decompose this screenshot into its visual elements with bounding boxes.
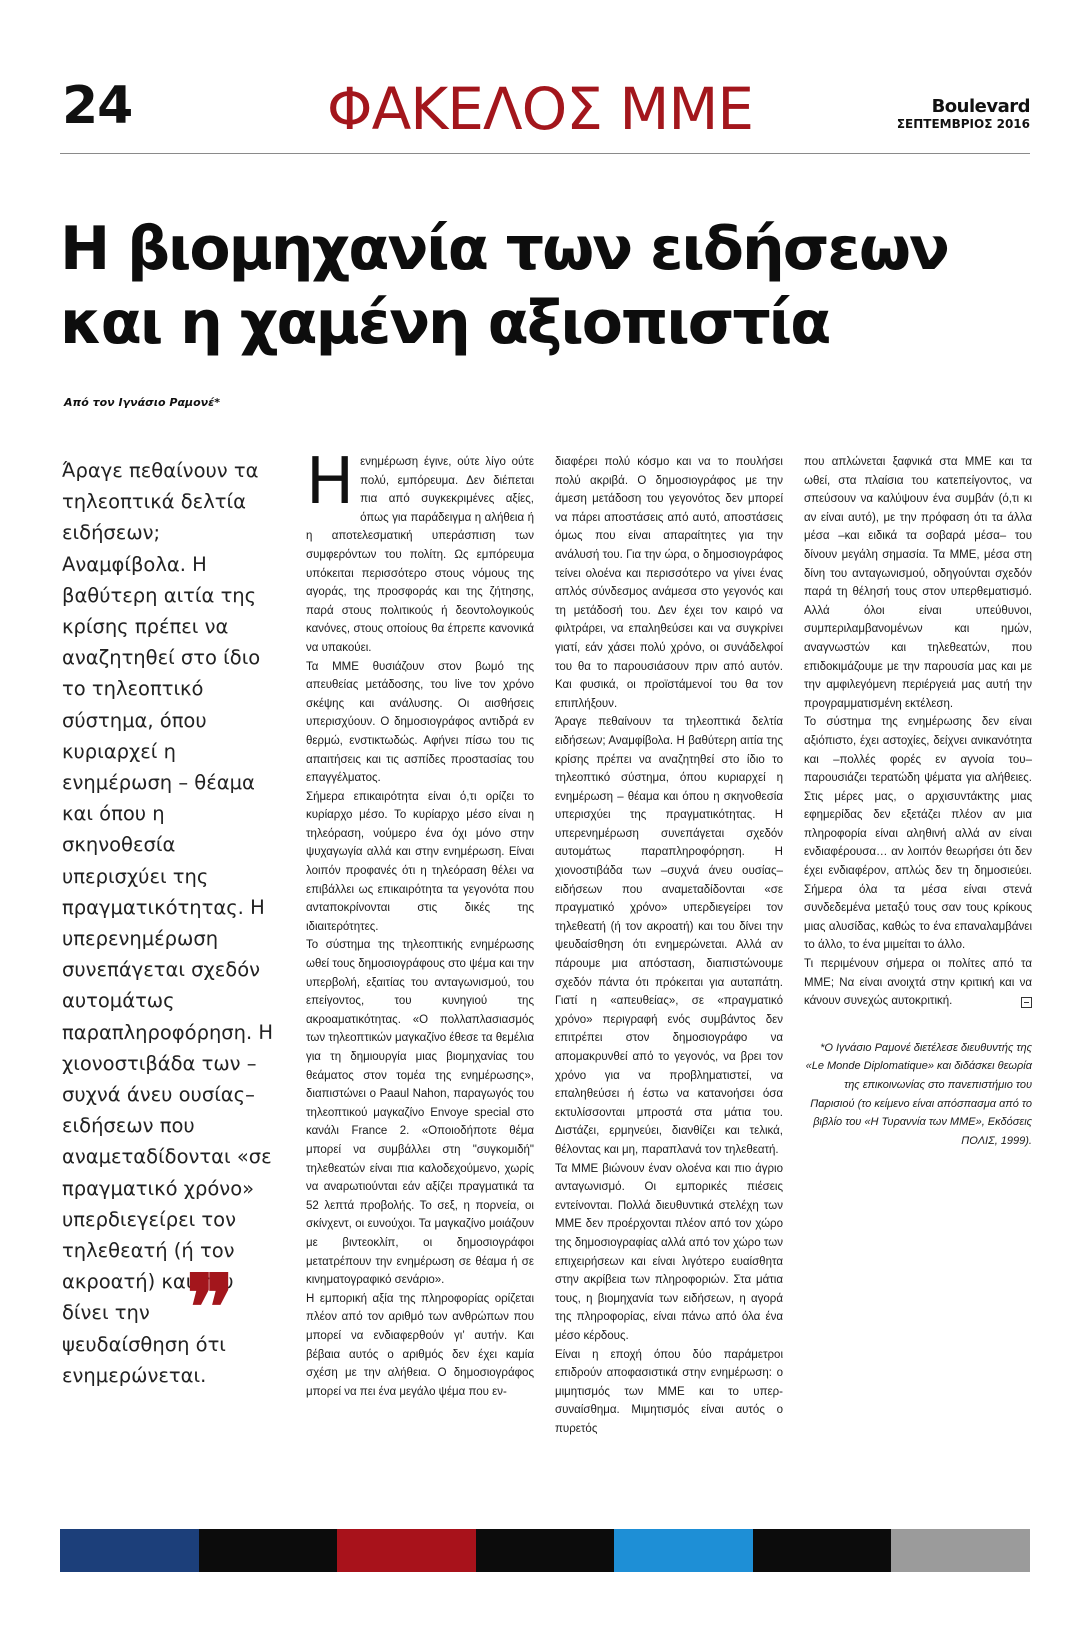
byline: Από τον Ιγνάσιο Ραμονέ* [64,396,221,409]
paragraph: Ηενημέρωση έγινε, ούτε λίγο ούτε πολύ, εμπόρευμα. Δεν διέπεται πια από συγκεκριμένες αξίες, όπως για παράδειγμα η αλήθεια ή η αποτελεσματική υπεράσπιση των συμφερόντων του πολίτη. Ως εμπόρευμα υπόκειται περισσότερο στους νόμους της αγοράς, της προσφοράς και της ζήτησης, παρά στους πολιτικούς ή δεοντολογικούς κανόνες, στους οποίους θα έπρεπε κανονικά να υπακούει. [306,445,534,654]
footer-stripe [60,1529,199,1572]
issue-date: ΣΕΠΤΕΜΒΡΙΟΣ 2016 [896,117,1030,131]
paragraph: Τα ΜΜΕ θυσιάζουν στον βωμό της απευθείας μετάδοσης, του live τον χρόνο σκέψης και ανάλυσης. Οι αισθήσεις υπερισχύουν. Ο δημοσιογράφος αντιδρά εν θερμώ, ενστικτωδώς. Αφήνει πίσω του τις απαιτήσεις και τις ασπίδες προστασίας του επαγγέλματος. [306,660,534,785]
quote-mark-icon: ❞ [186,1255,235,1361]
paragraph: που απλώνεται ξαφνικά στα ΜΜΕ και τα ωθεί, στα πλαίσια του κατεπείγοντος, να σπεύσουν να καλύψουν ένα συμβάν (ό,τι κι αν είναι αυτό), με την πρόφαση ότι τα άλλα μέσα –και ειδικά τα σοβαρά μέσα– του δίνουν μεγάλη σημασία. Τα ΜΜΕ, μέσα στη δίνη του ανταγωνισμού, οδηγούνται σχεδόν παρά τη θέλησή τους στον υπερθεματισμό. Αλλά όλοι είναι υπεύθυνοι, συμπεριλαμβανομένων και ημών, αναγνωστών και τηλεθεατών, που επιδοκιμάζουμε με την παρουσία μας και με την αμφιλεγόμενη περιέργειά μας αυτή την προγραμματισμένη εκτέλεση. [804,456,1032,710]
article-column-3 [804,453,1032,1150]
paragraph: Τι περιμένουν σήμερα οι πολίτες από τα ΜΜΕ; Να είναι ανοιχτά στην κριτική και να κάνουν συνεχώς αυτοκριτική. [804,958,1032,1008]
paragraph: Σήμερα επικαιρότητα είναι ό,τι ορίζει το κυρίαρχο μέσο. Το κυρίαρχο μέσο είναι η τηλεόραση, νούμερο ένα όχι μόνο στην ψυχαγωγία αλλά και στην ενημέρωση. Είναι λοιπόν προφανές ότι η τηλεόραση θέλει να επιβάλλει ως επικαιρότητα τα γεγονότα που ανταποκρίνονται στις δικές της ιδιαιτερότητες. [306,790,534,933]
paragraph: Το σύστημα της τηλεοπτικής ενημέρωσης ωθεί τους δημοσιογράφους στο ψέμα και την υπερβολή, εξαιτίας του ανταγωνισμού, του επείγοντος, του κυνηγιού της ακροαματικότητας. «Ο πολλαπλασιασμός των τηλεοπτικών μαγκαζίνο έθεσε τα θεμέλια για τη δημιουργία μιας βιομηχανίας του θεάματος στον τομέα της ενημέρωσης», διαπιστώνει ο Paaul Nahon, παραγωγός του τηλεοπτικού μαγκαζίνο Envoye special στο κανάλι France 2. «Οποιοδήποτε θέμα μπορεί να συμβάλλει στη "συγκομιδή" τηλεθεατών είναι πια καλοδεχούμενο, χωρίς να αναρωτιούνται εάν αξίζει πραγματικά τα 52 λεπτά προβολής. Το σεξ, η πορνεία, οι σκίνχεντ, οι ευνούχοι. Τα μαγκαζίνο μοιάζουν με βιντεοκλίπ, οι δημοσιογράφοι μετατρέπουν την ενημέρωση σε θέαμα ή σε κινηματογραφικό σενάριο». [306,939,534,1287]
paragraph: Το σύστημα της ενημέρωσης δεν είναι αξιόπιστο, έχει αστοχίες, δείχνει ανικανότητα και –πολλές φορές εν αγνοία του– παρουσιάζει τερατώδη ψέματα για αλήθειες. Στις μέρες μας, ο αρχισυντάκτης μιας εφημερίδας δεν εξετάζει πλέον αν μια πληροφορία είναι αληθινή αλλά αν είναι ενδιαφέρουσα… αν λοιπόν θεωρήσει ότι δεν έχει ενδιαφέρον, απλώς δεν τη δημοσιεύει. Σήμερα όλα τα μέσα είναι στενά συνδεδεμένα μεταξύ τους σαν τους κρίκους μιας αλυσίδας, καθώς το ένα επαναλαμβάνει το άλλο, το ένα μιμείται το άλλο. [804,716,1032,952]
footer-stripe [753,1529,892,1572]
paragraph: Είναι η εποχή όπου δύο παράμετροι επιδρούν αποφασιστικά στην ενημέρωση: ο μιμητισμός των ΜΜΕ και το υπερ-συναίσθημα. Μιμητισμός είναι αυτός ο πυρετός [555,1348,783,1435]
footer-stripe [614,1529,753,1572]
footer-stripe [337,1529,476,1572]
article-column-1 [306,445,534,1401]
paragraph: Τα ΜΜΕ βιώνουν έναν ολοένα και πιο άγριο ανταγωνισμό. Οι εμπορικές πιέσεις εντείνονται. Πολλά διευθυντικά στελέχη των ΜΜΕ δεν προέρχονται πλέον από τον χώρο της δημοσιογραφίας αλλά από τον χώρο των επιχειρήσεων και είναι λιγότερο ευαίσθητα στην ακρίβεια των πληροφοριών. Στα μάτια τους, η βιομηχανία των ειδήσεων, η αγορά της πληροφορίας, είναι πάνω από όλα ένα μέσο κέρδους. [555,1162,783,1342]
header-divider [60,153,1030,154]
drop-cap: Η [306,445,355,519]
pull-quote: Άραγε πεθαίνουν τα τηλεοπτικά δελτία ειδήσεων; Αναμφίβολα. Η βαθύτερη αιτία της κρίσης πρέπει να αναζητηθεί στο ίδιο το τηλεοπτικό σύστημα, όπου κυριαρχεί η ενημέρωση – θέαμα και όπου η σκηνοθεσία υπερισχύει της πραγματικότητας. Η υπερενημέρωση συνεπάγεται σχεδόν αυτομάτως παραπληροφόρηση. Η χιονοστιβάδα των –συχνά άνευ ουσίας– ειδήσεων που αναμεταδίδονται «σε πραγματικό χρόνο» υπερδιεγείρει τον τηλεθεατή (ή τον ακροατή) και του δίνει την ψευδαίσθηση ότι ενημερώνεται. [62,459,274,1387]
end-of-article-icon [1021,997,1032,1008]
footer-color-bar [60,1529,1030,1572]
author-bio: *Ο Ιγνάσιο Ραμονέ διετέλεσε διευθυντής της «Le Monde Diplomatique» και διδάσκει θεωρία της επικοινωνίας στο πανεπιστήμιο του Παρισιού (το κείμενο είναι απόσπασμα από το βιβλίο του «Η Τυραννία των ΜΜΕ», Εκδόσεις ΠΟΛΙΣ, 1999). [805,1041,1032,1147]
section-title: ΦΑΚΕΛΟΣ ΜΜΕ [326,75,754,143]
page-number: 24 [62,76,133,136]
footer-stripe [891,1529,1030,1572]
article-column-2 [555,453,783,1438]
footer-stripe [199,1529,338,1572]
article-headline [60,212,960,360]
headline-line-1: Η βιομηχανία των ειδήσεων [60,214,948,284]
paragraph: διαφέρει πολύ κόσμο και να το πουλήσει πολύ ακριβά. Ο δημοσιογράφος με την άμεση μετάδοση του γεγονότος δεν μπορεί να πάρει αποστάσεις από αυτό, αποστάσεις όμως που είναι απαραίτητες για την ανάλυσή του. Για την ώρα, ο δημοσιογράφος τείνει ολοένα και περισσότερο να γίνει ένας απλός σύνδεσμος ανάμεσα στο γεγονός και τη μετάδοσή του. Δεν έχει τον καιρό να φιλτράρει, να επαληθεύσει και να συγκρίνει γιατί, εάν χάσει πολύ χρόνο, οι συνάδελφοί του θα το παρουσιάσουν πριν από αυτόν. Και φυσικά, οι προϊστάμενοί του θα τον επιπλήξουν. [555,456,783,710]
headline-line-2: και η χαμένη αξιοπιστία [60,288,830,358]
footer-stripe [476,1529,615,1572]
brand-name: Boulevard [931,96,1030,117]
masthead [897,98,1030,132]
paragraph: Άραγε πεθαίνουν τα τηλεοπτικά δελτία ειδήσεων; Αναμφίβολα. Η βαθύτερη αιτία της κρίσης πρέπει να αναζητηθεί στο ίδιο το τηλεοπτικό σύστημα, όπου κυριαρχεί η ενημέρωση – θέαμα και όπου η σκηνοθεσία υπερισχύει της πραγματικότητας. Η υπερενημέρωση συνεπάγεται σχεδόν αυτομάτως παραπληροφόρηση. Η χιονοστιβάδα των –συχνά άνευ ουσίας– ειδήσεων που αναμεταδίδονται «σε πραγματικό χρόνο» υπερδιεγείρει τον τηλεθεατή (ή τον ακροατή) και του δίνει την ψευδαίσθηση ότι ενημερώνεται. Αλλά αν πάρουμε μια απόσταση, διαπιστώνουμε σχεδόν πάντα ότι πρόκειται για αυταπάτη. Γιατί η «απευθείας», σε «πραγματικό χρόνο» περιγραφή ενός συμβάντος δεν επιτρέπει στον δημοσιογράφο να απομακρυνθεί από το γεγονός, να βρει τον χρόνο για να προβληματιστεί, να επαληθεύσει ή έστω να κατανοήσει όσα εκτυλίσσονται μπροστά στα μάτια του. Διστάζει, ερμηνεύει, διανθίζει και τελικά, θέλοντας και μη, παραπλανά τον τηλεθεατή. [555,716,783,1156]
paragraph: Η εμπορική αξία της πληροφορίας ορίζεται πλέον από τον αριθμό των ανθρώπων που μπορεί να ενδιαφερθούν γι’ αυτήν. Και βέβαια αυτός ο αριθμός δεν έχει καμία σχέση με την αλήθεια. Ο δημοσιογράφος μπορεί να πει ένα μεγάλο ψέμα που εν- [306,1292,534,1398]
